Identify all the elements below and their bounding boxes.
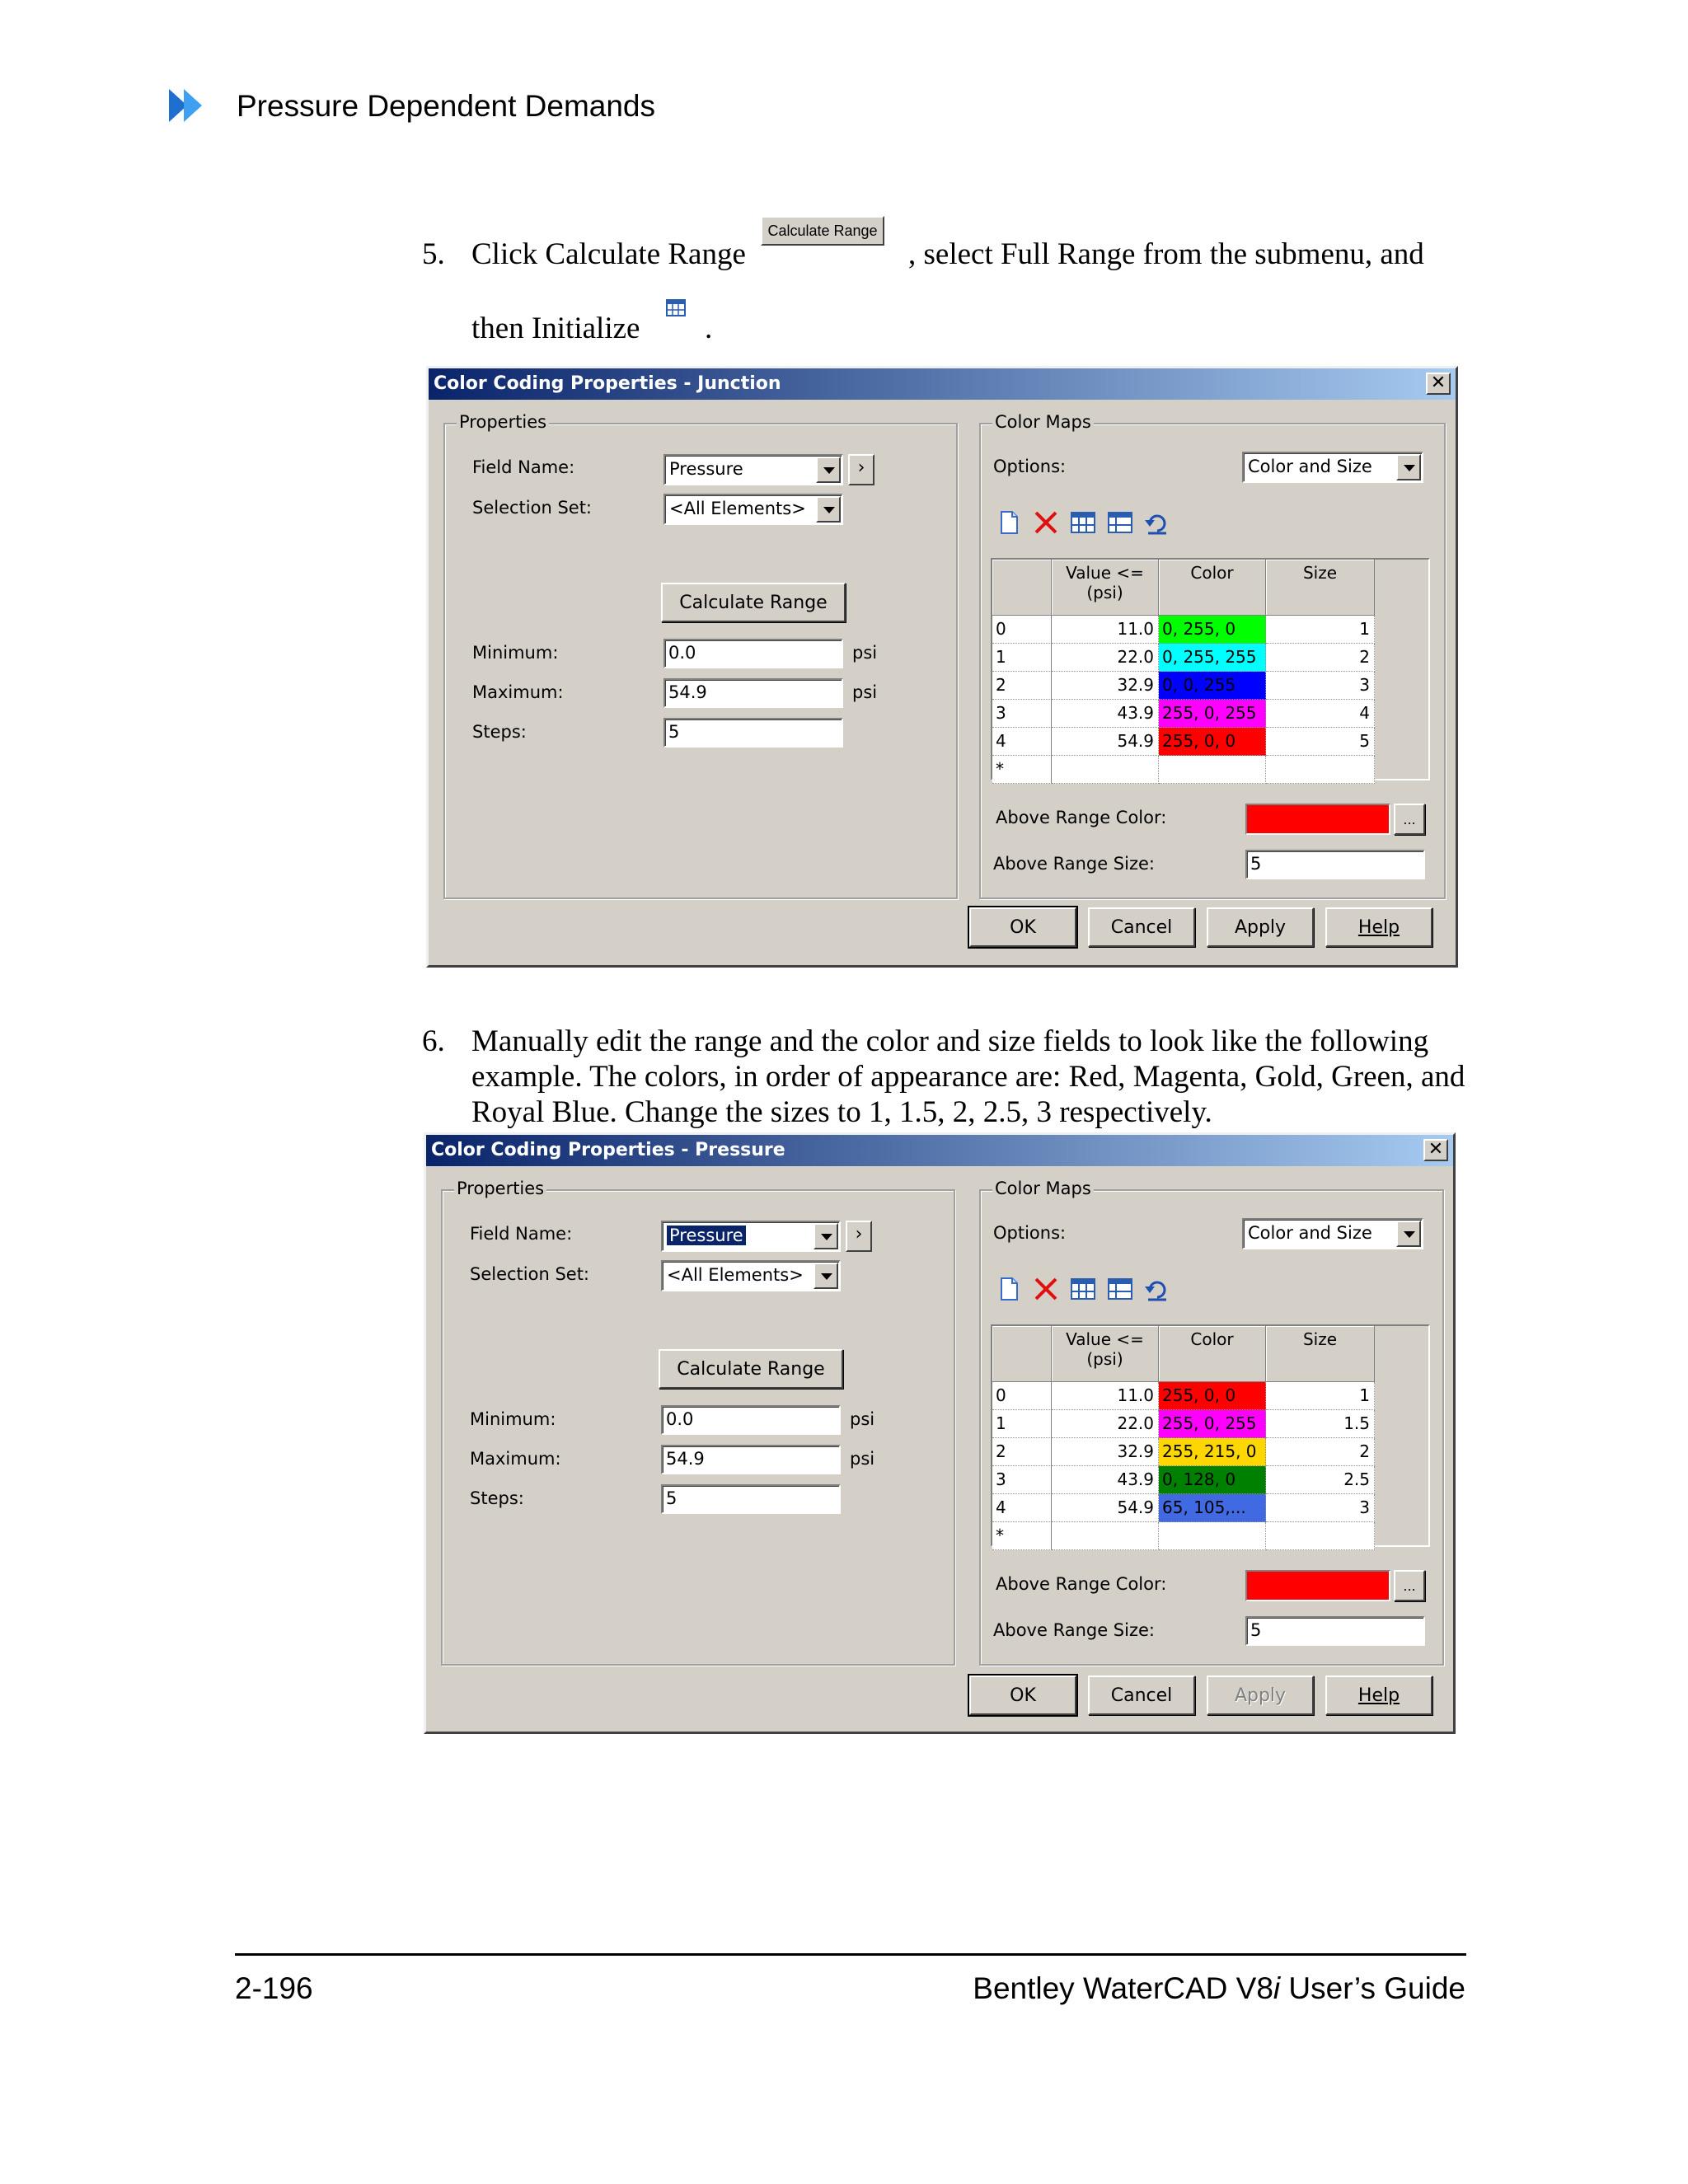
above-range-color-picker-button[interactable]: ... <box>1394 804 1425 835</box>
step-5-number: 5. <box>422 237 445 271</box>
initialize-icon <box>664 297 687 320</box>
value-cell[interactable]: 22.0 <box>1052 1410 1159 1438</box>
calculate-range-button[interactable]: Calculate Range <box>659 1349 843 1389</box>
value-cell[interactable]: 54.9 <box>1052 1494 1159 1522</box>
color-cell[interactable]: 255, 0, 0 <box>1159 728 1266 756</box>
selection-set-value: <All Elements> <box>667 1265 804 1285</box>
color-cell[interactable]: 0, 128, 0 <box>1159 1466 1266 1494</box>
value-cell[interactable]: 11.0 <box>1052 616 1159 644</box>
row-index: 3 <box>992 1466 1052 1494</box>
value-cell[interactable]: 32.9 <box>1052 1438 1159 1466</box>
help-button[interactable]: Help <box>1325 907 1432 947</box>
size-cell[interactable]: 4 <box>1266 700 1375 728</box>
new-row-marker: * <box>992 756 1052 784</box>
row-index: 3 <box>992 700 1052 728</box>
step-5-text-c: then Initialize <box>471 312 640 345</box>
size-cell[interactable]: 3 <box>1266 672 1375 700</box>
above-range-color-swatch[interactable] <box>1245 804 1390 835</box>
column-header-size[interactable]: Size <box>1266 560 1375 616</box>
row-index: 1 <box>992 1410 1052 1438</box>
page-number: 2-196 <box>235 1971 313 2005</box>
column-header-value[interactable]: Value <= (psi) <box>1052 1326 1159 1382</box>
above-range-color-picker-button[interactable]: ... <box>1394 1570 1425 1601</box>
options-label: Options: <box>993 457 1067 476</box>
field-name-label: Field Name: <box>470 1224 573 1244</box>
above-range-size-label: Above Range Size: <box>993 1620 1155 1640</box>
ok-button[interactable]: OK <box>969 907 1076 947</box>
delete-icon[interactable] <box>1032 509 1060 537</box>
value-cell[interactable]: 43.9 <box>1052 700 1159 728</box>
step-5-text-b: , select Full Range from the submenu, and <box>908 237 1424 271</box>
maximum-unit: psi <box>852 682 878 702</box>
field-name-more-button[interactable]: › <box>846 1221 872 1252</box>
dialog-titlebar <box>429 368 1456 400</box>
options-value: Color and Size <box>1248 457 1372 476</box>
table-corner-header <box>992 1326 1052 1382</box>
chevron-down-icon[interactable] <box>1396 454 1421 480</box>
above-range-color-label: Above Range Color: <box>996 808 1167 827</box>
color-cell[interactable]: 255, 0, 255 <box>1159 700 1266 728</box>
color-cell[interactable]: 255, 215, 0 <box>1159 1438 1266 1466</box>
row-index: 2 <box>992 672 1052 700</box>
color-cell[interactable]: 255, 0, 0 <box>1159 1382 1266 1410</box>
maximum-label: Maximum: <box>470 1449 561 1469</box>
new-row-size-cell[interactable] <box>1266 1522 1375 1550</box>
minimum-unit: psi <box>850 1409 875 1429</box>
steps-input[interactable]: 5 <box>661 1484 841 1514</box>
size-cell[interactable]: 3 <box>1266 1494 1375 1522</box>
minimum-label: Minimum: <box>472 643 559 663</box>
size-cell[interactable]: 1.5 <box>1266 1410 1375 1438</box>
chevron-down-icon[interactable] <box>1396 1221 1421 1247</box>
step-6-line-1: Manually edit the range and the color and size fields to look like the following <box>471 1024 1429 1058</box>
dialog-title: Color Coding Properties - Pressure <box>431 1140 785 1160</box>
color-coding-dialog-junction <box>426 366 1458 968</box>
selection-set-label: Selection Set: <box>470 1264 590 1284</box>
minimum-input[interactable]: 0.0 <box>661 1405 841 1435</box>
field-name-select[interactable] <box>661 1221 841 1252</box>
page-header-title: Pressure Dependent Demands <box>237 89 656 123</box>
column-header-size[interactable]: Size <box>1266 1326 1375 1382</box>
column-header-color[interactable]: Color <box>1159 1326 1266 1382</box>
selection-set-select[interactable] <box>661 1260 841 1291</box>
chevron-down-icon[interactable] <box>814 1263 838 1289</box>
delete-icon[interactable] <box>1032 1275 1060 1303</box>
color-map-table <box>991 1324 1430 1547</box>
double-chevron-icon <box>169 89 218 122</box>
color-coding-dialog-pressure <box>424 1132 1456 1734</box>
cancel-button[interactable]: Cancel <box>1088 907 1195 947</box>
new-row-value-cell[interactable] <box>1052 756 1159 784</box>
initialize-icon[interactable] <box>1069 1275 1097 1303</box>
options-label: Options: <box>993 1223 1067 1243</box>
new-document-icon[interactable] <box>995 1275 1023 1303</box>
row-index: 0 <box>992 1382 1052 1410</box>
maximum-input[interactable]: 54.9 <box>661 1445 841 1474</box>
color-cell[interactable]: 255, 0, 255 <box>1159 1410 1266 1438</box>
color-map-table <box>991 558 1430 780</box>
steps-label: Steps: <box>470 1488 524 1508</box>
dialog-titlebar <box>426 1135 1453 1166</box>
new-row-color-cell[interactable] <box>1159 756 1266 784</box>
maximum-label: Maximum: <box>472 682 564 702</box>
field-name-label: Field Name: <box>472 457 575 477</box>
above-range-color-label: Above Range Color: <box>996 1574 1167 1594</box>
selection-set-value: <All Elements> <box>669 499 806 518</box>
field-name-select[interactable] <box>663 454 843 485</box>
step-6-line-2: example. The colors, in order of appearance are: Red, Magenta, Gold, Green, and <box>471 1060 1465 1094</box>
size-cell[interactable]: 5 <box>1266 728 1375 756</box>
row-index: 4 <box>992 1494 1052 1522</box>
chevron-down-icon[interactable] <box>814 1223 838 1249</box>
value-cell[interactable]: 54.9 <box>1052 728 1159 756</box>
maximum-input[interactable]: 54.9 <box>663 678 843 708</box>
step-5-text-a: Click Calculate Range <box>471 237 746 271</box>
field-name-more-button[interactable]: › <box>848 454 874 485</box>
field-name-value: Pressure <box>667 1226 746 1245</box>
steps-label: Steps: <box>472 722 527 742</box>
table-icon[interactable] <box>1106 509 1134 537</box>
guide-title-suffix: User’s Guide <box>1280 1971 1465 2005</box>
minimum-unit: psi <box>852 643 878 663</box>
minimum-input[interactable]: 0.0 <box>663 639 843 668</box>
ok-button[interactable]: OK <box>969 1675 1076 1715</box>
size-cell[interactable]: 2.5 <box>1266 1466 1375 1494</box>
options-select[interactable] <box>1242 1218 1423 1249</box>
steps-input[interactable]: 5 <box>663 718 843 748</box>
above-range-size-input[interactable]: 5 <box>1245 1616 1425 1646</box>
guide-title <box>973 1971 1465 2006</box>
color-cell[interactable]: 0, 0, 255 <box>1159 672 1266 700</box>
maximum-unit: psi <box>850 1449 875 1469</box>
help-button[interactable]: Help <box>1325 1675 1432 1715</box>
above-range-color-swatch[interactable] <box>1245 1570 1390 1601</box>
selection-set-select[interactable] <box>663 494 843 525</box>
new-row-marker: * <box>992 1522 1052 1550</box>
color-cell[interactable]: 0, 255, 255 <box>1159 644 1266 672</box>
step-6-line-3: Royal Blue. Change the sizes to 1, 1.5, 2, 2.5, 3 respectively. <box>471 1095 1212 1129</box>
color-maps-legend: Color Maps <box>992 412 1094 432</box>
options-select[interactable] <box>1242 452 1423 483</box>
field-name-value: Pressure <box>669 459 743 479</box>
guide-title-prefix: Bentley WaterCAD V8 <box>973 1971 1273 2005</box>
new-row-value-cell[interactable] <box>1052 1522 1159 1550</box>
row-index: 1 <box>992 644 1052 672</box>
cancel-button[interactable]: Cancel <box>1088 1675 1195 1715</box>
step-6-number: 6. <box>422 1024 445 1058</box>
guide-title-italic: i <box>1273 1971 1281 2005</box>
properties-legend: Properties <box>454 1179 546 1198</box>
size-cell[interactable]: 1 <box>1266 616 1375 644</box>
value-cell[interactable]: 32.9 <box>1052 672 1159 700</box>
color-cell[interactable]: 65, 105,... <box>1159 1494 1266 1522</box>
options-value: Color and Size <box>1248 1223 1372 1243</box>
row-index: 0 <box>992 616 1052 644</box>
minimum-label: Minimum: <box>470 1409 556 1429</box>
new-row-color-cell[interactable] <box>1159 1522 1266 1550</box>
calculate-range-button[interactable]: Calculate Range <box>661 583 846 622</box>
value-cell[interactable]: 11.0 <box>1052 1382 1159 1410</box>
size-cell[interactable]: 2 <box>1266 1438 1375 1466</box>
initialize-icon[interactable] <box>1069 509 1097 537</box>
close-button[interactable]: ✕ <box>1423 1139 1448 1161</box>
selection-set-label: Selection Set: <box>472 498 593 518</box>
refresh-icon[interactable] <box>1143 1275 1171 1303</box>
new-document-icon[interactable] <box>995 509 1023 537</box>
step-5-text-d: . <box>705 312 713 345</box>
refresh-icon[interactable] <box>1143 509 1171 537</box>
color-maps-legend: Color Maps <box>992 1179 1094 1198</box>
above-range-size-label: Above Range Size: <box>993 854 1155 874</box>
column-header-value[interactable]: Value <= (psi) <box>1052 560 1159 616</box>
chevron-down-icon[interactable] <box>816 457 841 483</box>
inline-calculate-range-button: Calculate Range <box>761 216 884 246</box>
table-corner-header <box>992 560 1052 616</box>
apply-button[interactable]: Apply <box>1207 907 1314 947</box>
size-cell[interactable]: 1 <box>1266 1382 1375 1410</box>
chevron-down-icon[interactable] <box>816 496 841 523</box>
footer-rule <box>235 1953 1466 1956</box>
apply-button[interactable]: Apply <box>1207 1675 1314 1715</box>
value-cell[interactable]: 22.0 <box>1052 644 1159 672</box>
dialog-title: Color Coding Properties - Junction <box>434 373 781 394</box>
above-range-size-input[interactable]: 5 <box>1245 850 1425 879</box>
row-index: 4 <box>992 728 1052 756</box>
color-cell[interactable]: 0, 255, 0 <box>1159 616 1266 644</box>
close-button[interactable]: ✕ <box>1426 373 1451 395</box>
properties-legend: Properties <box>457 412 549 432</box>
new-row-size-cell[interactable] <box>1266 756 1375 784</box>
size-cell[interactable]: 2 <box>1266 644 1375 672</box>
table-icon[interactable] <box>1106 1275 1134 1303</box>
row-index: 2 <box>992 1438 1052 1466</box>
value-cell[interactable]: 43.9 <box>1052 1466 1159 1494</box>
column-header-color[interactable]: Color <box>1159 560 1266 616</box>
